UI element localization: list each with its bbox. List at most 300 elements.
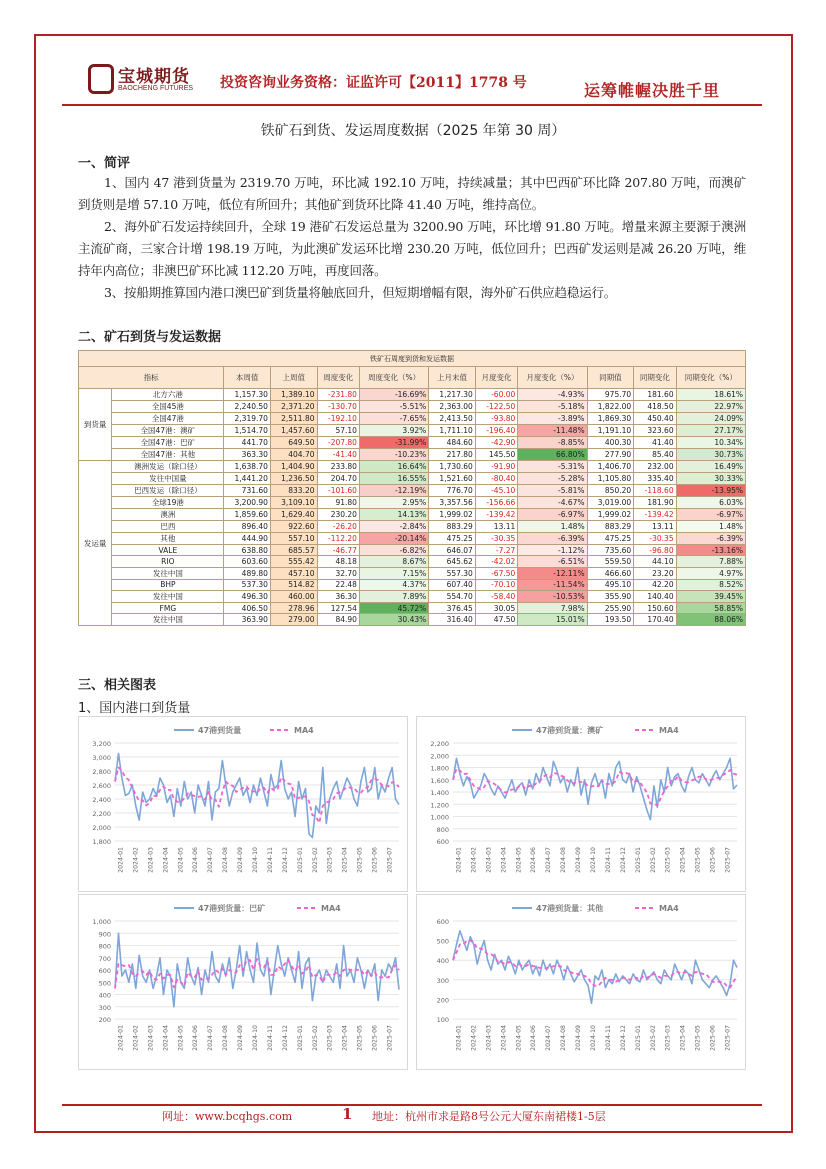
series-line-main [453,931,737,1004]
legend-label: MA4 [659,726,679,735]
x-tick-label: 2025-03 [326,1025,334,1051]
y-tick-label: 1,000 [430,813,449,822]
x-tick-label: 2024-11 [266,847,274,873]
row-label: FMG [112,602,224,613]
x-tick-label: 2024-03 [485,1025,493,1051]
y-tick-label: 2,200 [92,810,111,818]
table-row [79,602,746,613]
y-tick-label: 1,800 [92,838,111,846]
table-cell: 27.17% [676,425,745,437]
table-cell: -5.31% [518,461,587,473]
table-header-cell: 月度变化 [475,367,517,389]
table-cell: 1.48% [518,521,587,533]
table-cell: 13.11 [634,521,676,533]
table-cell: -46.77 [317,545,359,556]
table-cell: 2.95% [359,497,428,509]
y-tick-label: 600 [436,918,449,926]
table-cell: 42.20 [634,579,676,590]
table-cell: -42.02 [475,556,517,567]
table-cell: 363.90 [224,614,271,626]
x-tick-label: 2024-06 [192,847,200,873]
y-tick-label: 400 [98,991,111,1000]
table-cell: 646.07 [429,545,476,556]
x-tick-label: 2024-05 [515,847,523,873]
x-tick-label: 2024-10 [590,847,598,873]
x-tick-label: 2024-08 [222,847,230,873]
table-cell: -112.20 [317,533,359,545]
y-tick-label: 2,400 [92,796,111,804]
x-tick-label: 2024-07 [207,1025,215,1051]
row-label: 全国47港：澳矿 [112,425,224,437]
table-row [79,461,746,473]
table-cell: 554.70 [429,590,476,602]
x-tick-label: 2024-09 [575,847,583,873]
row-label: 发往中国量 [112,473,224,485]
table-cell: 255.90 [587,602,634,613]
table-cell: 731.60 [224,485,271,497]
table-cell: 3.92% [359,425,428,437]
table-cell: 475.25 [429,533,476,545]
table-cell: 1,157.30 [224,389,271,401]
x-tick-label: 2025-02 [649,847,657,873]
table-cell: -45.10 [475,485,517,497]
x-tick-label: 2025-07 [724,847,732,873]
x-tick-label: 2024-06 [530,847,538,873]
x-tick-label: 2025-04 [679,847,687,873]
table-cell: 1,217.30 [429,389,476,401]
page-number: 1 [342,1105,353,1123]
table-cell: -139.42 [634,509,676,521]
table-cell: -5.81% [518,485,587,497]
table-row [79,401,746,413]
section-heading-data: 二、矿石到货与发运数据 [78,330,222,345]
table-row [79,497,746,509]
y-tick-label: 2,800 [92,768,111,776]
x-tick-label: 2024-12 [281,1025,289,1051]
table-cell: -6.39% [518,533,587,545]
table-cell: -12.19% [359,485,428,497]
table-cell: 603.60 [224,556,271,567]
table-header-cell: 同期值 [587,367,634,389]
table-row [79,485,746,497]
table-cell: 406.50 [224,602,271,613]
table-cell: 883.29 [429,521,476,533]
table-cell: 735.60 [587,545,634,556]
legend-label: MA4 [294,726,314,735]
table-cell: 1,514.70 [224,425,271,437]
x-tick-label: 2025-06 [371,1025,379,1051]
x-tick-label: 2024-12 [619,847,627,873]
x-tick-label: 2024-07 [545,847,553,873]
table-cell: -31.99% [359,437,428,449]
table-cell: -196.40 [475,425,517,437]
table-cell: -207.80 [317,437,359,449]
row-label: 全国47港 [112,413,224,425]
x-tick-label: 2024-10 [590,1025,598,1051]
row-label: 全国47港：巴矿 [112,437,224,449]
row-label: 北方六港 [112,389,224,401]
table-header-cell: 指标 [79,367,224,389]
table-cell: 217.80 [429,449,476,461]
x-tick-label: 2024-01 [117,847,125,873]
table-cell: 555.42 [270,556,317,567]
table-cell: -41.40 [317,449,359,461]
table-cell: 441.70 [224,437,271,449]
x-tick-label: 2024-05 [177,1025,185,1051]
table-row [79,413,746,425]
section-heading-charts: 三、相关图表 [78,678,157,693]
table-cell: -10.53% [518,590,587,602]
table-cell: 233.80 [317,461,359,473]
table-cell: 1,999.02 [429,509,476,521]
table-cell: 277.90 [587,449,634,461]
table-cell: 404.70 [270,449,317,461]
x-tick-label: 2024-11 [604,1025,612,1051]
table-cell: 22.97% [676,401,745,413]
x-tick-label: 2024-06 [192,1025,200,1051]
table-cell: -101.60 [317,485,359,497]
table-cell: 88.06% [676,614,745,626]
table-cell: 2,363.00 [429,401,476,413]
table-cell: -30.35 [475,533,517,545]
table-cell: -192.10 [317,413,359,425]
x-tick-label: 2025-07 [386,847,394,873]
x-tick-label: 2024-08 [222,1025,230,1051]
table-cell: 7.88% [676,556,745,567]
table-header-cell: 同期变化 [634,367,676,389]
table-cell: 776.70 [429,485,476,497]
table-cell: -91.90 [475,461,517,473]
chart-47-ports-other [416,894,746,1070]
x-tick-label: 2024-05 [515,1025,523,1051]
table-cell: 85.40 [634,449,676,461]
table-cell: 1,859.60 [224,509,271,521]
x-tick-label: 2024-12 [619,1025,627,1051]
table-cell: -60.00 [475,389,517,401]
x-tick-label: 2024-01 [455,1025,463,1051]
x-tick-label: 2024-11 [604,847,612,873]
footer-address: 地址：杭州市求是路8号公元大厦东南裙楼1-5层 [372,1110,606,1123]
table-cell: 883.29 [587,521,634,533]
table-cell: 57.10 [317,425,359,437]
x-tick-label: 2024-07 [207,847,215,873]
x-tick-label: 2024-01 [455,847,463,873]
x-tick-label: 2024-04 [500,1025,508,1051]
table-cell: 181.60 [634,389,676,401]
y-tick-label: 2,200 [430,740,449,748]
x-tick-label: 2024-07 [545,1025,553,1051]
y-tick-label: 3,000 [92,754,111,762]
table-cell: 3,357.56 [429,497,476,509]
table-cell: 2,511.80 [270,413,317,425]
table-cell: 10.34% [676,437,745,449]
table-header-cell: 月度变化（%） [518,367,587,389]
x-tick-label: 2024-08 [560,847,568,873]
row-label: 发往中国 [112,614,224,626]
x-tick-label: 2025-01 [296,847,304,873]
row-label: 澳洲发运（除口径） [112,461,224,473]
table-row [79,590,746,602]
table-cell: 607.40 [429,579,476,590]
row-label: RIO [112,556,224,567]
table-cell: -6.39% [676,533,745,545]
table-cell: -5.28% [518,473,587,485]
table-cell: 7.15% [359,567,428,579]
table-cell: 181.90 [634,497,676,509]
legend-label: 47港到货量 [198,726,242,735]
table-cell: -30.35 [634,533,676,545]
table-cell: 363.30 [224,449,271,461]
table-cell: -42.90 [475,437,517,449]
table-cell: 460.00 [270,590,317,602]
table-cell: 850.20 [587,485,634,497]
table-header-cell: 本周值 [224,367,271,389]
chart-47-ports-brazil [78,894,408,1070]
table-cell: 150.60 [634,602,676,613]
table-row [79,533,746,545]
table-cell: 1,406.70 [587,461,634,473]
y-tick-label: 2,000 [92,824,111,832]
y-tick-label: 600 [98,967,111,975]
y-tick-label: 900 [98,930,111,939]
table-cell: 1.48% [676,521,745,533]
table-cell: 30.73% [676,449,745,461]
table-cell: 232.00 [634,461,676,473]
table-cell: -231.80 [317,389,359,401]
table-cell: 44.10 [634,556,676,567]
table-cell: 1,869.30 [587,413,634,425]
row-label: 其他 [112,533,224,545]
table-cell: 58.85% [676,602,745,613]
table-cell: 323.60 [634,425,676,437]
table-cell: 91.80 [317,497,359,509]
table-cell: 1,638.70 [224,461,271,473]
table-cell: 8.52% [676,579,745,590]
y-tick-label: 600 [436,838,449,846]
x-tick-label: 2025-01 [634,1025,642,1051]
table-cell: 15.01% [518,614,587,626]
chart-47-ports-total [78,716,408,892]
slogan: 运筹帷幄决胜千里 [584,81,721,100]
table-cell: 6.03% [676,497,745,509]
legend-label: MA4 [659,904,679,913]
data-table-container [78,350,746,626]
table-cell: -67.50 [475,567,517,579]
row-label: 发往中国 [112,590,224,602]
table-cell: 278.96 [270,602,317,613]
x-tick-label: 2025-03 [326,847,334,873]
x-tick-label: 2025-02 [311,847,319,873]
table-cell: 922.60 [270,521,317,533]
x-tick-label: 2025-03 [664,1025,672,1051]
x-tick-label: 2024-10 [252,1025,260,1051]
table-cell: 1,457.60 [270,425,317,437]
table-cell: 1,236.50 [270,473,317,485]
x-tick-label: 2024-02 [470,847,478,873]
table-cell: 1,822.00 [587,401,634,413]
chart-47-ports-australia [416,716,746,892]
table-cell: 466.60 [587,567,634,579]
table-cell: 638.80 [224,545,271,556]
y-tick-label: 700 [98,954,111,963]
y-tick-label: 200 [436,996,449,1005]
table-cell: -20.14% [359,533,428,545]
x-tick-label: 2024-09 [237,1025,245,1051]
table-cell: -96.80 [634,545,676,556]
table-cell: 84.90 [317,614,359,626]
table-cell: -26.20 [317,521,359,533]
table-cell: 45.72% [359,602,428,613]
y-tick-label: 300 [98,1003,111,1012]
table-cell: -130.70 [317,401,359,413]
x-tick-label: 2024-02 [132,847,140,873]
x-tick-label: 2025-03 [664,847,672,873]
table-cell: 66.80% [518,449,587,461]
table-cell: 1,999.02 [587,509,634,521]
x-tick-label: 2024-04 [162,1025,170,1051]
table-cell: -13.16% [676,545,745,556]
logo-icon [88,64,114,94]
table-cell: 557.10 [270,533,317,545]
header-divider [62,104,762,106]
table-cell: -7.27 [475,545,517,556]
y-tick-label: 100 [436,1016,449,1024]
paragraph-1: 1、国内 47 港到货量为 2319.70 万吨，环比减 192.10 万吨，持续减量；其中巴西矿环比降 207.80 万吨，而澳矿到货则是增 57.10 万吨，低位有所回升；其他矿到货环比降 41.40 万吨，维持高位。 [78,175,746,212]
table-cell: 496.30 [224,590,271,602]
company-logo [88,62,208,100]
legend-label: MA4 [321,904,341,913]
y-tick-label: 400 [436,957,449,966]
chart-subsection-title: 1、国内港口到货量 [78,701,191,716]
table-cell: -12.11% [518,567,587,579]
table-cell: 3,200.90 [224,497,271,509]
table-cell: 30.05 [475,602,517,613]
footer-website[interactable]: 网址：www.bcqhgs.com [162,1110,293,1123]
x-tick-label: 2024-03 [147,847,155,873]
x-tick-label: 2024-02 [470,1025,478,1051]
table-cell: 48.18 [317,556,359,567]
x-tick-label: 2024-04 [162,847,170,873]
logo-text-cn: 宝城期货 [118,67,190,87]
table-cell: 355.90 [587,590,634,602]
table-cell: 36.30 [317,590,359,602]
table-row [79,545,746,556]
x-tick-label: 2024-09 [575,1025,583,1051]
table-cell: 2,319.70 [224,413,271,425]
x-tick-label: 2024-03 [485,847,493,873]
x-tick-label: 2025-01 [634,847,642,873]
table-cell: -1.12% [518,545,587,556]
table-row [79,509,746,521]
table-cell: 41.40 [634,437,676,449]
page-header [36,60,791,104]
footer-divider [62,1104,762,1106]
table-header-cell: 上月末值 [429,367,476,389]
table-cell: -8.85% [518,437,587,449]
table-cell: 47.50 [475,614,517,626]
table-cell: 400.30 [587,437,634,449]
table-row [79,556,746,567]
x-tick-label: 2025-05 [694,1025,702,1051]
x-tick-label: 2024-01 [117,1025,125,1051]
row-label: 巴西发运（除口径） [112,485,224,497]
paragraph-2: 2、海外矿石发运持续回升，全球 19 港矿石发运总量为 3200.90 万吨，环比增 91.80 万吨。增量来源主要源于澳洲主流矿商，三家合计增 198.19 万吨，为此澳矿发运环比增 230.20 万吨，低位回升；巴西矿发运则是减 26.20 万吨，维持年内高位；非澳巴矿环比减 112.20 万吨，再度回落。 [78,219,746,278]
series-line-main [115,754,399,838]
table-cell: -5.51% [359,401,428,413]
table-cell: -11.54% [518,579,587,590]
table-cell: -6.97% [518,509,587,521]
table-cell: -6.97% [676,509,745,521]
table-cell: 484.60 [429,437,476,449]
table-row [79,389,746,401]
table-cell: 2,413.50 [429,413,476,425]
table-cell: -2.84% [359,521,428,533]
table-cell: 645.62 [429,556,476,567]
table-cell: -122.50 [475,401,517,413]
table-cell: 14.13% [359,509,428,521]
row-label: 发往中国 [112,567,224,579]
table-cell: 376.45 [429,602,476,613]
table-cell: 975.70 [587,389,634,401]
x-tick-label: 2024-06 [530,1025,538,1051]
table-cell: 32.70 [317,567,359,579]
table-cell: -11.48% [518,425,587,437]
y-tick-label: 1,200 [430,801,449,810]
table-cell: 23.20 [634,567,676,579]
table-cell: 24.09% [676,413,745,425]
table-cell: 2,371.20 [270,401,317,413]
table-cell: 13.11 [475,521,517,533]
row-group-label: 到货量 [79,389,112,461]
x-tick-label: 2025-05 [356,1025,364,1051]
legend-label: 47港到货量：巴矿 [198,904,266,913]
table-row [79,437,746,449]
y-tick-label: 500 [436,937,449,946]
x-tick-label: 2024-02 [132,1025,140,1051]
table-cell: 4.37% [359,579,428,590]
logo-text-en: BAOCHENG FUTURES [118,85,194,92]
x-tick-label: 2025-04 [341,1025,349,1051]
table-cell: 444.90 [224,533,271,545]
x-tick-label: 2024-08 [560,1025,568,1051]
table-cell: 1,191.10 [587,425,634,437]
table-cell: 16.49% [676,461,745,473]
table-cell: -4.93% [518,389,587,401]
table-cell: 39.45% [676,590,745,602]
x-tick-label: 2025-04 [679,1025,687,1051]
table-cell: 537.30 [224,579,271,590]
table-cell: 489.80 [224,567,271,579]
table-cell: -5.18% [518,401,587,413]
table-cell: -58.40 [475,590,517,602]
table-row [79,449,746,461]
table-cell: 204.70 [317,473,359,485]
table-cell: 7.89% [359,590,428,602]
table-cell: -7.65% [359,413,428,425]
table-row [79,579,746,590]
table-cell: 457.10 [270,567,317,579]
table-cell: 1,389.10 [270,389,317,401]
x-tick-label: 2024-03 [147,1025,155,1051]
table-cell: 335.40 [634,473,676,485]
y-tick-label: 2,600 [92,782,111,790]
x-tick-label: 2024-09 [237,847,245,873]
qualification-text: 投资咨询业务资格：证监许可【2011】1778 号 [220,75,527,91]
y-tick-label: 800 [436,825,449,834]
table-header-cell: 同期变化（%） [676,367,745,389]
table-cell: 16.64% [359,461,428,473]
table-cell: 4.97% [676,567,745,579]
